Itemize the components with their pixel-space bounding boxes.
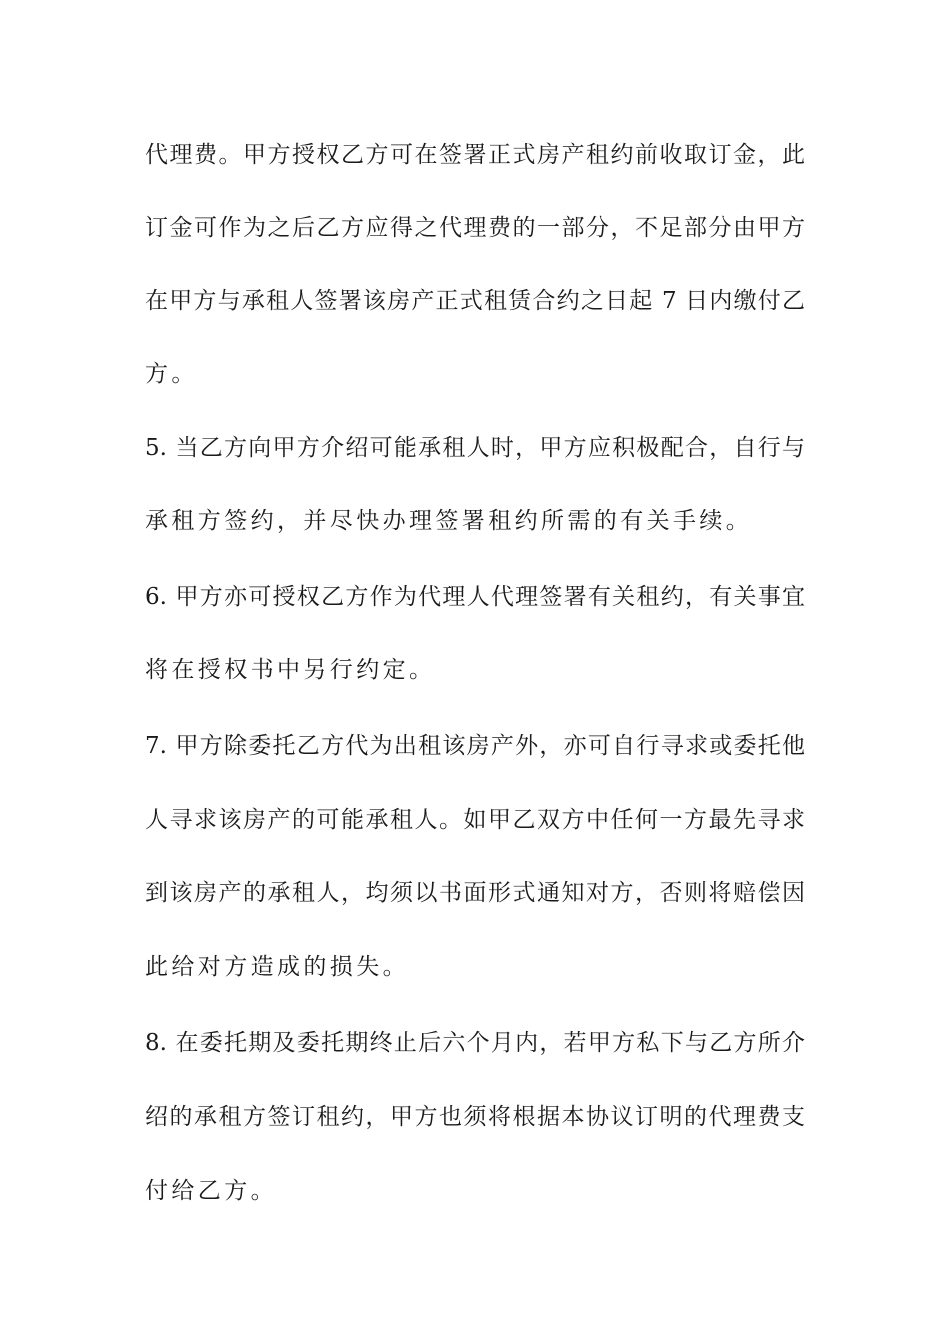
clause-8-line: 付给乙方。	[145, 1178, 277, 1204]
clause-8-line: 8. 在委托期及委托期终止后六个月内，若甲方私下与乙方所介	[145, 1030, 805, 1056]
clause-5-line: 5. 当乙方向甲方介绍可能承租人时，甲方应积极配合，自行与	[145, 435, 805, 461]
clause-7-line: 7. 甲方除委托乙方代为出租该房产外，亦可自行寻求或委托他	[145, 733, 805, 759]
clause-7-line: 到该房产的承租人，均须以书面形式通知对方，否则将赔偿因	[145, 880, 805, 906]
paragraph-line: 代理费。甲方授权乙方可在签署正式房产租约前收取订金，此	[145, 142, 805, 168]
clause-6-line: 将在授权书中另行约定。	[145, 657, 436, 683]
clause-7-line: 人寻求该房产的可能承租人。如甲乙双方中任何一方最先寻求	[145, 807, 805, 833]
clause-5-line: 承租方签约，并尽快办理签署租约所需的有关手续。	[145, 508, 753, 534]
paragraph-line: 订金可作为之后乙方应得之代理费的一部分，不足部分由甲方	[145, 215, 805, 241]
clause-7-line: 此给对方造成的损失。	[145, 954, 409, 980]
clause-6-line: 6. 甲方亦可授权乙方作为代理人代理签署有关租约，有关事宜	[145, 584, 805, 610]
clause-8-line: 绍的承租方签订租约，甲方也须将根据本协议订明的代理费支	[145, 1104, 805, 1130]
paragraph-line: 方。	[145, 361, 198, 387]
paragraph-line: 在甲方与承租人签署该房产正式租赁合约之日起 7 日内缴付乙	[145, 288, 805, 314]
